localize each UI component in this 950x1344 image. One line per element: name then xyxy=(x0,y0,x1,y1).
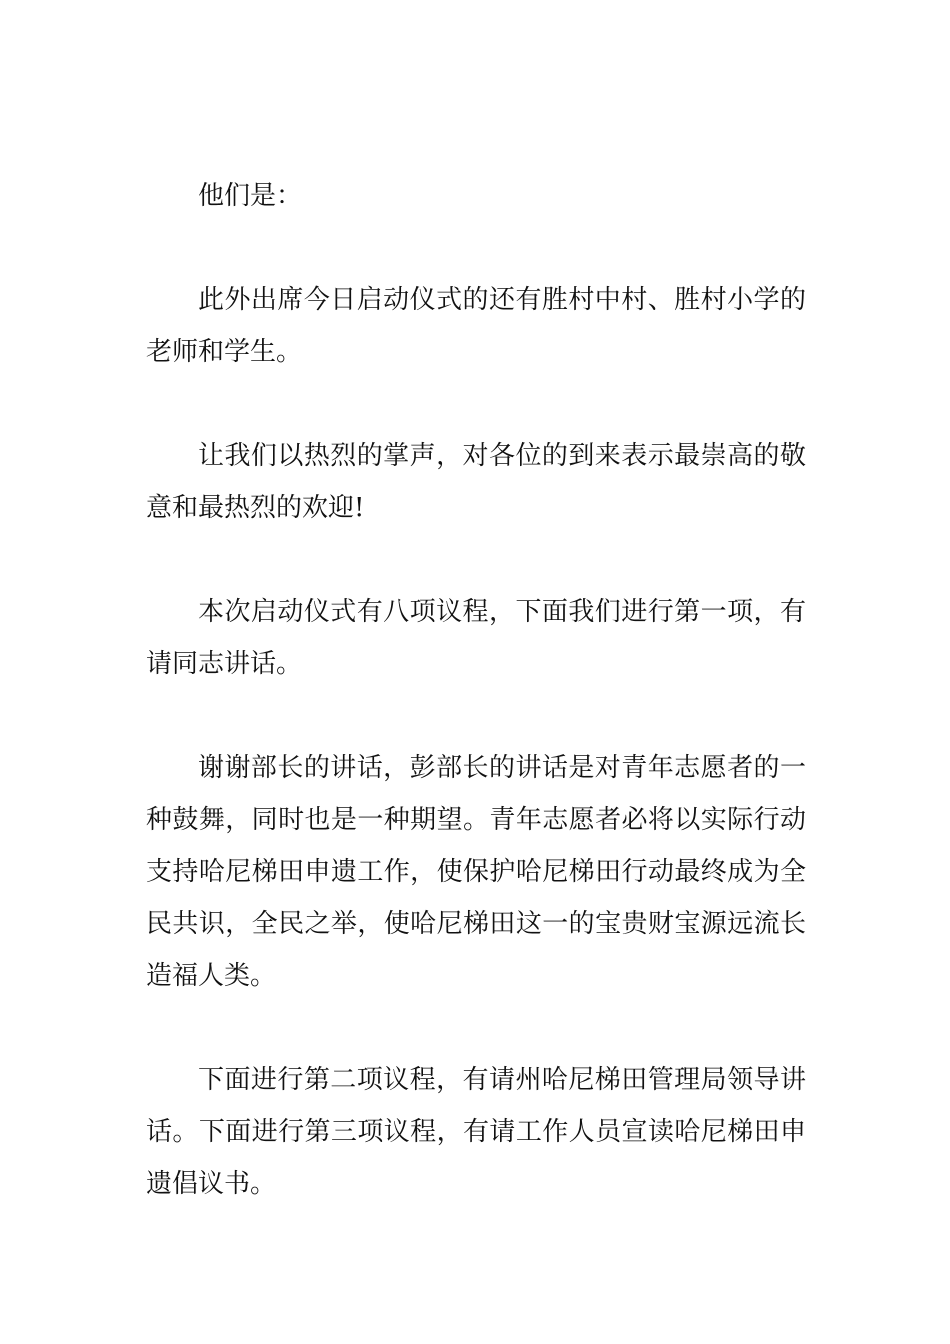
paragraph-agenda: 本次启动仪式有八项议程，下面我们进行第一项，有请同志讲话。 xyxy=(146,597,806,679)
paragraph-welcome: 让我们以热烈的掌声，对各位的到来表示最崇高的敬意和最热烈的欢迎! xyxy=(146,441,806,523)
document-body xyxy=(146,170,806,1262)
paragraph-attendees: 此外出席今日启动仪式的还有胜村中村、胜村小学的老师和学生。 xyxy=(146,285,806,367)
paragraph-thanks: 谢谢部长的讲话，彭部长的讲话是对青年志愿者的一种鼓舞，同时也是一种期望。青年志愿者必将以实际行动支持哈尼梯田申遗工作，使保护哈尼梯田行动最终成为全民共识，全民之举，使哈尼梯田这一的宝贵财宝源远流长造福人类。 xyxy=(146,753,806,991)
paragraph-intro: 他们是： xyxy=(198,181,303,211)
paragraph-next-items: 下面进行第二项议程，有请州哈尼梯田管理局领导讲话。下面进行第三项议程，有请工作人员宣读哈尼梯田申遗倡议书。 xyxy=(146,1065,806,1199)
